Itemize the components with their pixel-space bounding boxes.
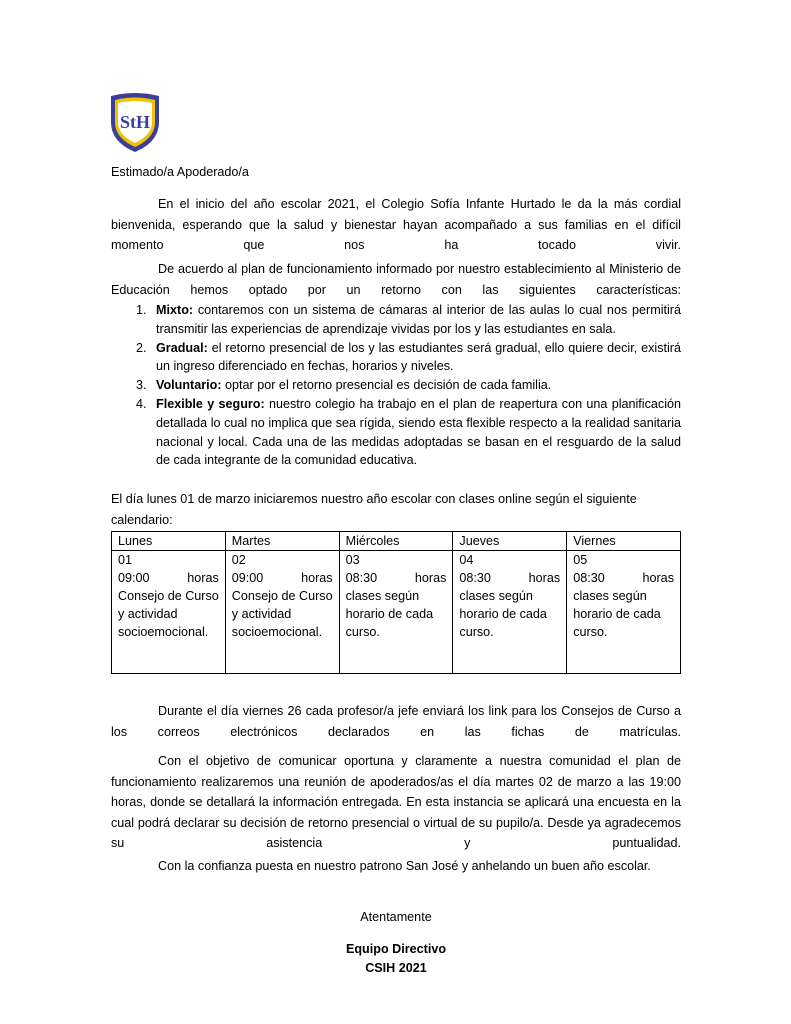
signature-line-1: Equipo Directivo [345,942,447,956]
feature-number: 1. [136,303,147,317]
greeting: Estimado/a Apoderado/a [111,165,249,179]
calendar-header: Jueves [453,532,567,551]
cell-desc: horario de cada [345,607,434,621]
closing-paragraph: Con la confianza puesta en nuestro patrono San José y anhelando un buen año escolar. [158,859,651,873]
calendar-cell [339,551,453,674]
cell-desc: clases según [573,589,647,603]
cell-desc: clases según [459,589,533,603]
feature-text: el retorno presencial de los y las estudiantes será gradual, ello quiere decir, existirá un ingreso diferenciado en fechas, horarios y niveles. [156,340,681,374]
cell-desc: curso. [573,625,608,639]
feature-title: Gradual: [156,340,208,355]
cell-unit: horas [187,571,219,585]
links-paragraph: Durante el día viernes 26 cada profesor/a jefe enviará los link para los Consejos de Curso a los correos electrónicos declarados en las fichas de matrículas. [111,704,681,739]
cell-unit: horas [414,571,447,585]
signature-line-2: CSIH 2021 [365,961,427,975]
cell-day: 04 [459,553,474,567]
cell-desc: Consejo de Curso [231,589,333,603]
cell-desc: y actividad [118,607,178,621]
calendar-header: Miércoles [339,532,453,551]
feature-item [111,376,681,395]
cell-unit: horas [642,571,674,585]
feature-item [111,301,681,339]
cell-time: 08:30 [459,571,491,585]
feature-item [111,339,681,377]
cell-desc: curso. [345,625,380,639]
calendar-cell [453,551,567,674]
svg-text:StH: StH [119,112,151,132]
cell-desc: y actividad [231,607,292,621]
intro-paragraph: En el inicio del año escolar 2021, el Colegio Sofía Infante Hurtado le da la más cordial bienvenida, esperando que la salud y bienestar hayan acompañado a sus familias en el difícil momento que nos ha tocado vivir. [111,197,681,252]
feature-text: contaremos con un sistema de cámaras al interior de las aulas lo cual nos permitirá transmitir las experiencias de aprendizaje vividas por los y las estudiantes en sala. [156,303,681,336]
cell-desc: clases según [345,589,420,603]
cell-time: 08:30 [345,571,378,585]
cell-desc: socioemocional. [118,625,209,639]
cell-desc: curso. [459,625,494,639]
calendar-cell [112,551,226,674]
calendar-header: Lunes [112,532,226,551]
cell-desc: socioemocional. [231,625,323,639]
cell-day: 01 [118,553,133,567]
calendar-cell [225,551,339,674]
cell-time: 09:00 [118,571,150,585]
cell-day: 05 [573,553,588,567]
cell-unit: horas [528,571,561,585]
feature-number: 4. [136,396,147,411]
calendar-header: Viernes [567,532,681,551]
cell-day: 02 [231,553,246,567]
feature-title: Flexible y seguro: [156,396,265,411]
meeting-paragraph: Con el objetivo de comunicar oportuna y claramente a nuestra comunidad el plan de funcionamiento realizaremos una reunión de apoderados/as el día martes 02 de marzo a las 19:00 horas, donde se detallará la información entregada. En esta instancia se aplicará una encuesta en la cual podrá declarar su decisión de retorno presencial o virtual de su pupilo/a. Desde ya agradecemos su asistencia y puntualidad. [111,754,681,850]
plan-paragraph: De acuerdo al plan de funcionamiento informado por nuestro establecimiento al Ministerio de Educación hemos optado por un retorno con las siguientes características: [111,262,681,297]
calendar-intro: El día lunes 01 de marzo iniciaremos nuestro año escolar con clases online según el siguiente calendario: [111,492,637,527]
school-crest-logo [108,92,162,154]
feature-title: Voluntario: [156,378,222,393]
calendar-table [111,531,681,674]
signoff: Atentamente [360,910,432,924]
cell-time: 08:30 [573,571,605,585]
features-list [111,301,681,470]
feature-text: nuestro colegio ha trabajo en el plan de reapertura con una planificación detallada lo cual no implica que sea rígida, siendo esta flexible respecto a la realidad sanitaria nacional y local. Cada una de las medidas adoptadas se basan en el resguardo de la salud de cada integrante de la comunidad educativa. [156,396,681,468]
cell-desc: horario de cada [459,607,547,621]
calendar-header-row [112,532,681,551]
cell-desc: Consejo de Curso [118,589,219,603]
feature-text: optar por el retorno presencial es decisión de cada familia. [221,378,552,393]
cell-unit: horas [301,571,333,585]
feature-title: Mixto: [156,303,194,317]
calendar-cell [567,551,681,674]
feature-number: 2. [136,340,147,355]
feature-number: 3. [136,378,147,393]
cell-desc: horario de cada [573,607,661,621]
cell-time: 09:00 [231,571,264,585]
feature-item [111,395,681,470]
calendar-row [112,551,681,674]
cell-day: 03 [345,553,360,567]
calendar-header: Martes [225,532,339,551]
